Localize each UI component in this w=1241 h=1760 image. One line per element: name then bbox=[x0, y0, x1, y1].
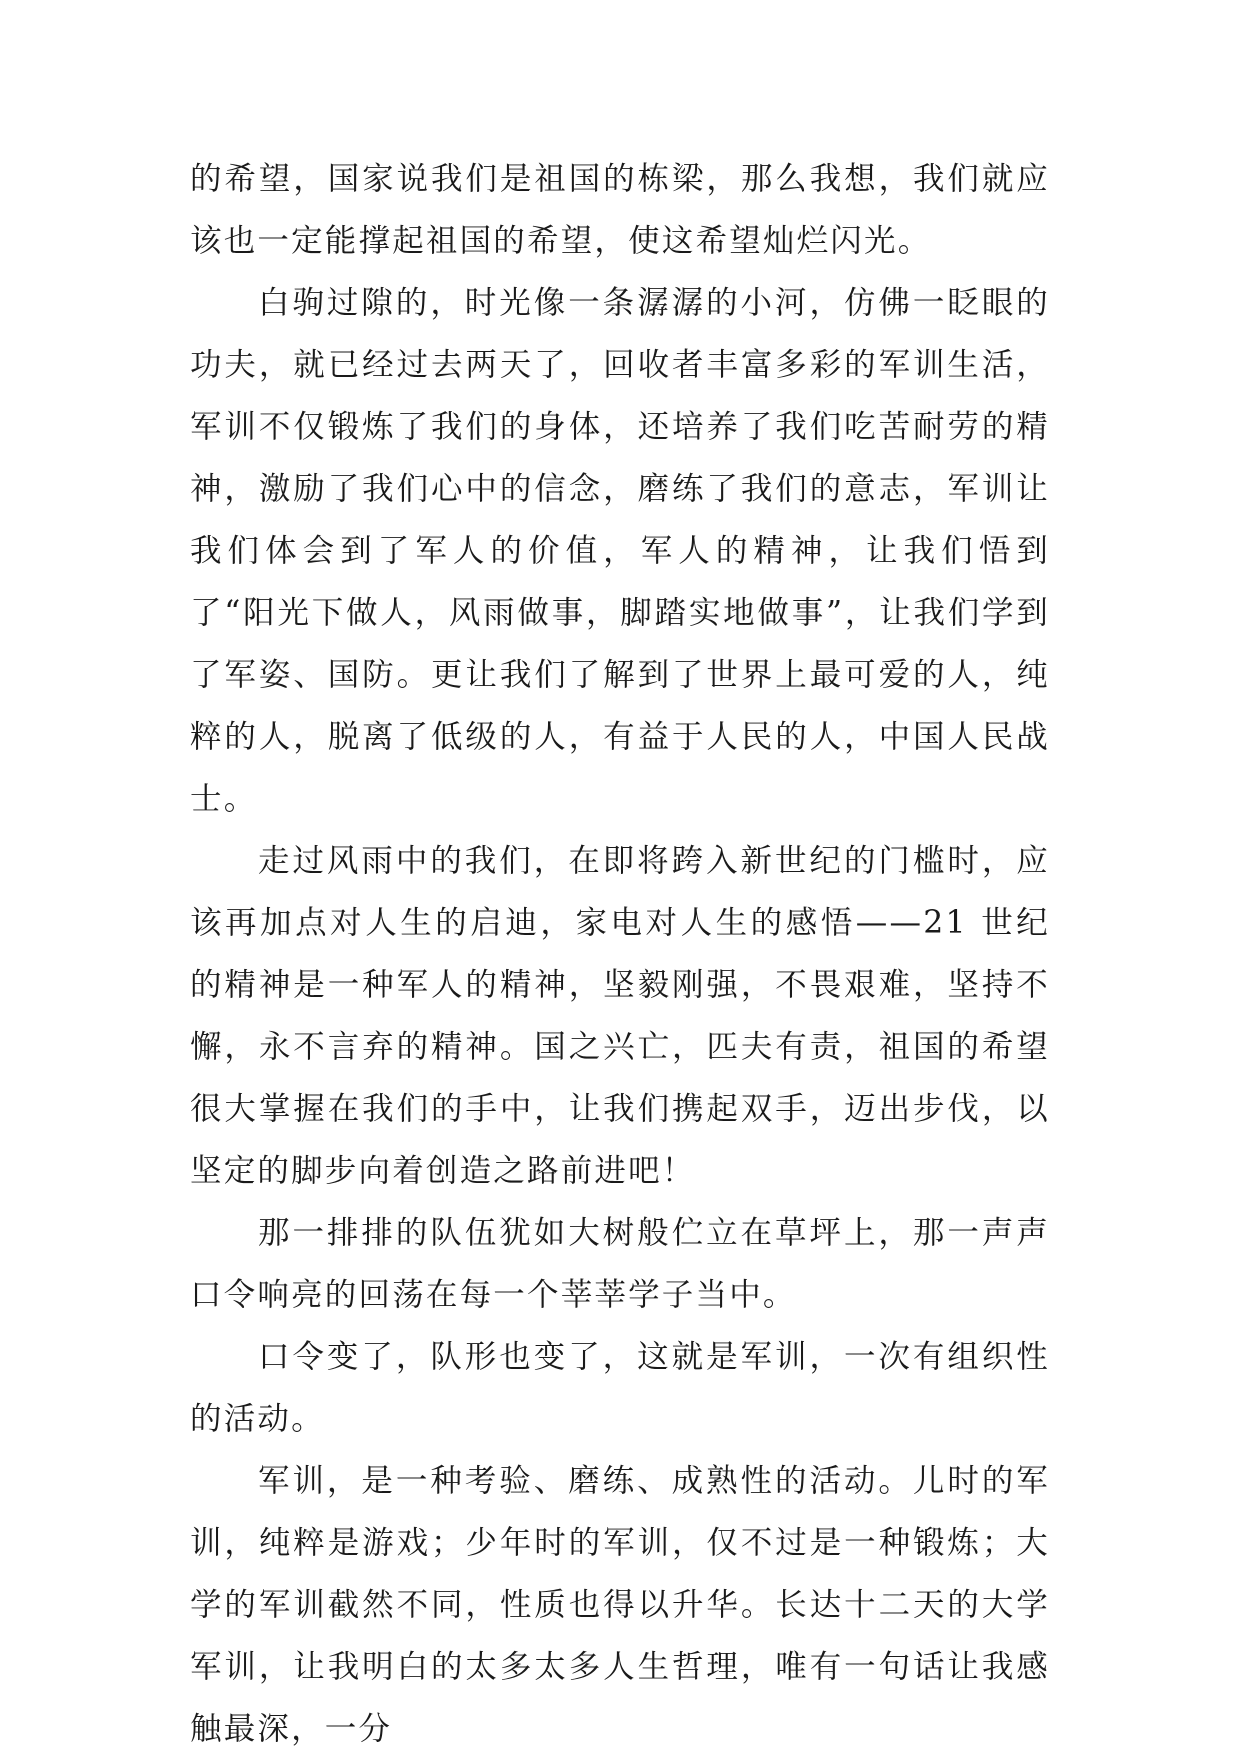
paragraph-5: 口令变了，队形也变了，这就是军训，一次有组织性的活动。 bbox=[190, 1339, 1050, 1437]
paragraph-2: 白驹过隙的，时光像一条潺潺的小河，仿佛一眨眼的功夫，就已经过去两天了，回收者丰富多彩的军训生活，军训不仅锻炼了我们的身体，还培养了我们吃苦耐劳的精神，激励了我们心中的信念，磨练了我们的意志，军训让我们体会到了军人的价值，军人的精神，让我们悟到了“阳光下做人，风雨做事，脚踏实地做事”，让我们学到了军姿、国防。更让我们了解到了世界上最可爱的人，纯粹的人，脱离了低级的人，有益于人民的人，中国人民战士。 bbox=[190, 285, 1050, 817]
document-body bbox=[190, 148, 1050, 1760]
paragraph-4: 那一排排的队伍犹如大树般伫立在草坪上，那一声声口令响亮的回荡在每一个莘莘学子当中。 bbox=[190, 1215, 1050, 1313]
paragraph-3: 走过风雨中的我们，在即将跨入新世纪的门槛时，应该再加点对人生的启迪，家电对人生的感悟——21 世纪的精神是一种军人的精神，坚毅刚强，不畏艰难，坚持不懈，永不言弃的精神。国之兴亡，匹夫有责，祖国的希望很大掌握在我们的手中，让我们携起双手，迈出步伐，以坚定的脚步向着创造之路前进吧！ bbox=[190, 843, 1050, 1189]
paragraph-1: 的希望，国家说我们是祖国的栋梁，那么我想，我们就应该也一定能撑起祖国的希望，使这希望灿烂闪光。 bbox=[190, 161, 1050, 259]
paragraph-6: 军训，是一种考验、磨练、成熟性的活动。儿时的军训，纯粹是游戏；少年时的军训，仅不过是一种锻炼；大学的军训截然不同，性质也得以升华。长达十二天的大学军训，让我明白的太多太多人生哲理，唯有一句话让我感触最深，一分 bbox=[190, 1463, 1050, 1747]
